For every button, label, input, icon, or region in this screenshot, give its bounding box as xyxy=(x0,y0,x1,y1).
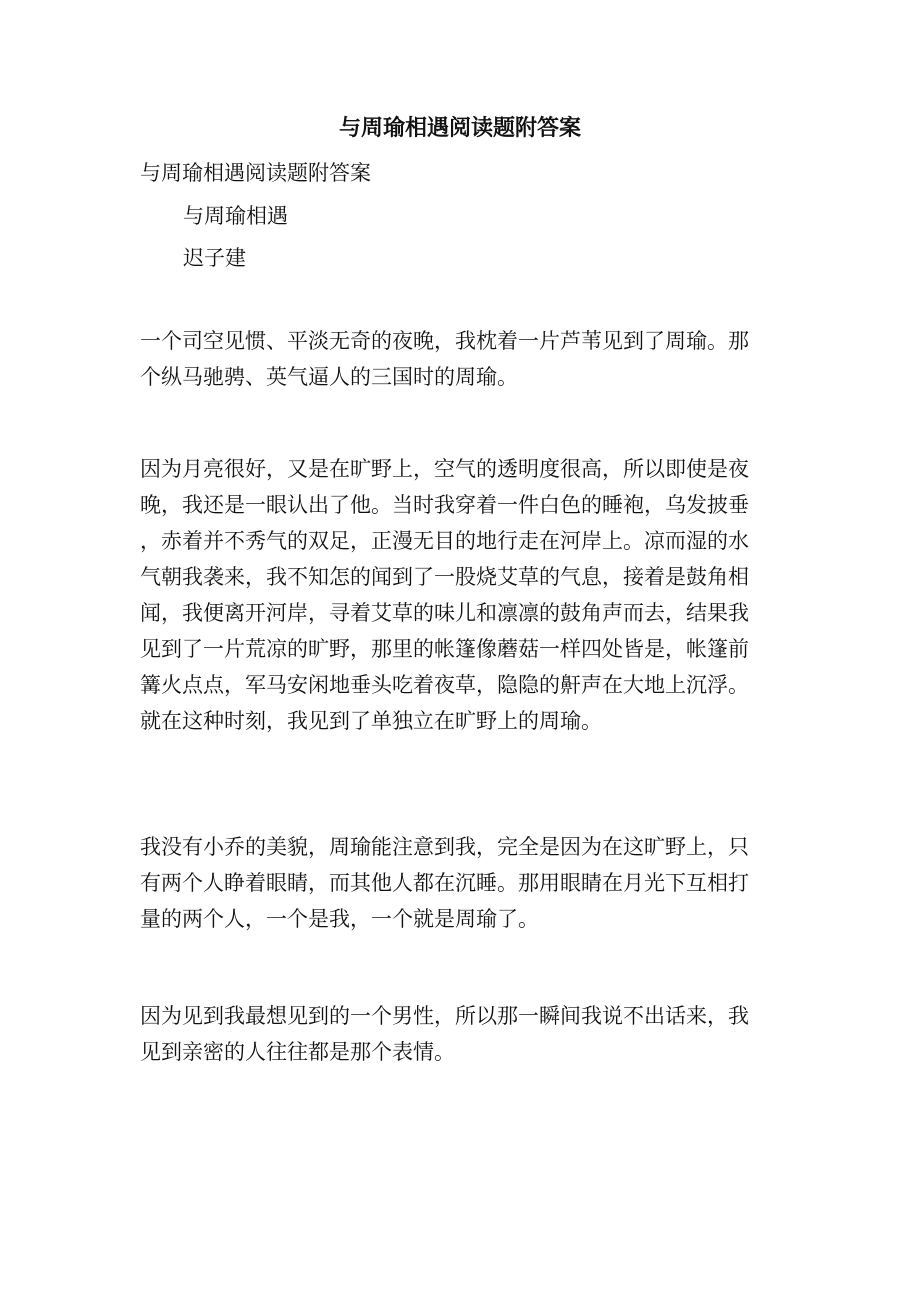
paragraph-4 xyxy=(140,998,780,1070)
document-subtitle: 与周瑜相遇阅读题附答案 xyxy=(140,161,371,185)
paragraph-line: 篝火点点，军马安闲地垂头吃着夜草，隐隐的鼾声在大地上沉浮。 xyxy=(140,673,749,697)
article-author: 迟子建 xyxy=(183,246,246,270)
paragraph-line: 有两个人睁着眼睛，而其他人都在沉睡。那用眼睛在月光下互相打 xyxy=(140,871,749,895)
paragraph-line: 就在这种时刻，我见到了单独立在旷野上的周瑜。 xyxy=(140,709,602,733)
paragraph-line: 见到亲密的人往往都是那个表情。 xyxy=(140,1040,455,1064)
document-title: 与周瑜相遇阅读题附答案 xyxy=(338,115,581,141)
paragraph-line: 因为见到我最想见到的一个男性，所以那一瞬间我说不出话来，我 xyxy=(140,1004,749,1028)
paragraph-line: ，赤着并不秀气的双足，正漫无目的地行走在河岸上。凉而湿的水 xyxy=(140,529,749,553)
paragraph-line: 见到了一片荒凉的旷野，那里的帐篷像蘑菇一样四处皆是，帐篷前 xyxy=(140,637,749,661)
paragraph-3 xyxy=(140,829,780,937)
paragraph-line: 一个司空见惯、平淡无奇的夜晚，我枕着一片芦苇见到了周瑜。那 xyxy=(140,329,749,353)
article-title: 与周瑜相遇 xyxy=(183,204,288,228)
paragraph-line: 我没有小乔的美貌，周瑜能注意到我，完全是因为在这旷野上，只 xyxy=(140,835,749,859)
paragraph-line: 因为月亮很好，又是在旷野上，空气的透明度很高，所以即使是夜 xyxy=(140,457,749,481)
paragraph-1 xyxy=(140,323,780,395)
paragraph-line: 气朝我袭来，我不知怎的闻到了一股烧艾草的气息，接着是鼓角相 xyxy=(140,565,749,589)
paragraph-2 xyxy=(140,451,780,739)
paragraph-line: 晚，我还是一眼认出了他。当时我穿着一件白色的睡袍，乌发披垂 xyxy=(140,493,749,517)
paragraph-line: 量的两个人，一个是我，一个就是周瑜了。 xyxy=(140,907,539,931)
paragraph-line: 闻，我便离开河岸，寻着艾草的味儿和凛凛的鼓角声而去，结果我 xyxy=(140,601,749,625)
paragraph-line: 个纵马驰骋、英气逼人的三国时的周瑜。 xyxy=(140,365,518,389)
